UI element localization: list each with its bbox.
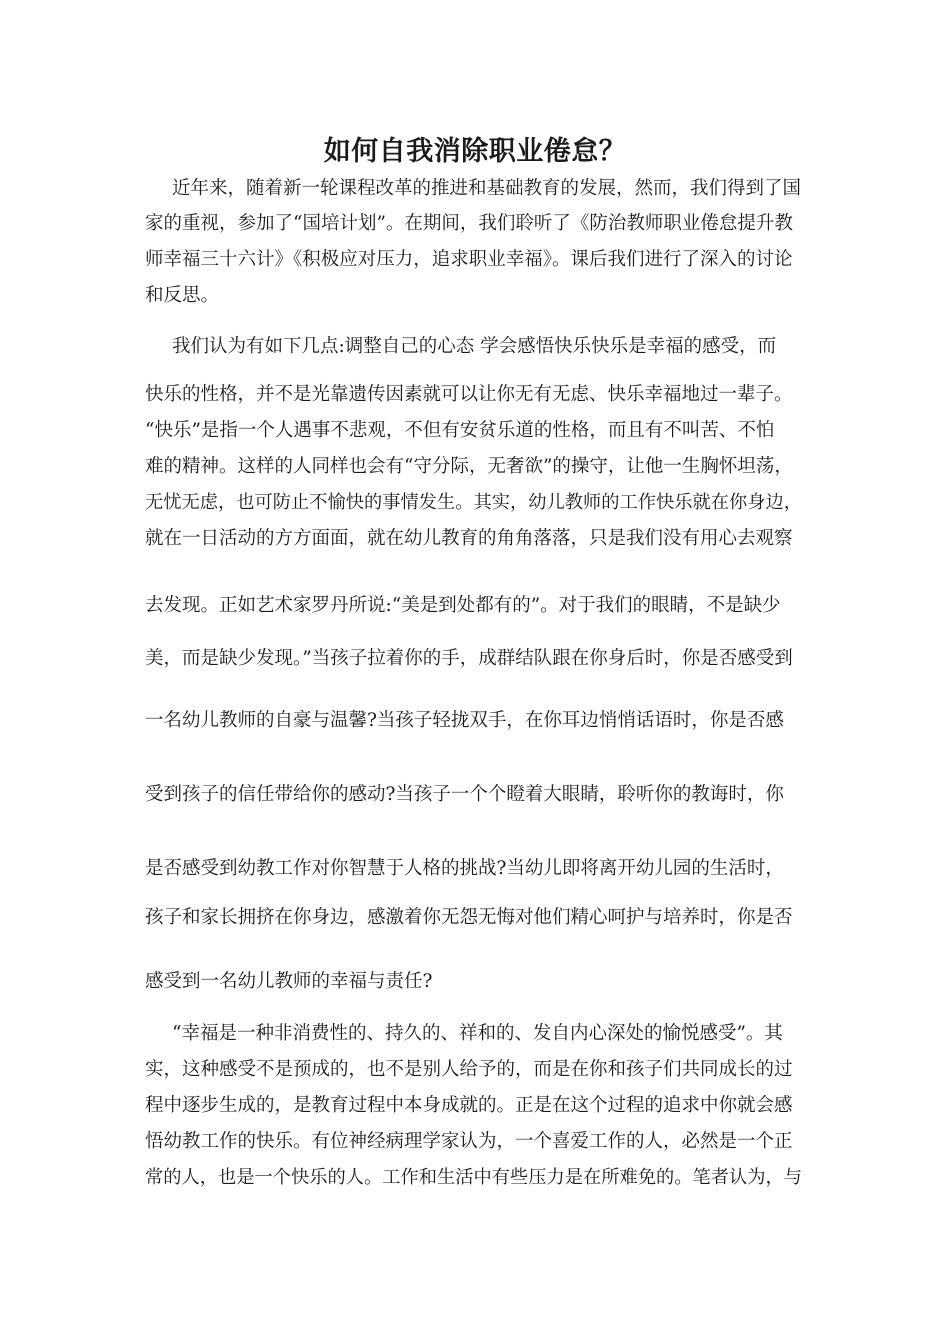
paragraph-line: 一名幼儿教师的自豪与温馨?当孩子轻拢双手，在你耳边悄悄话语时，你是否感 — [145, 710, 784, 731]
paragraph-line: 无忧无虑，也可防止不愉快的事情发生。其实，幼儿教师的工作快乐就在你身边， — [145, 492, 802, 513]
paragraph-line: 近年来，随着新一轮课程改革的推进和基础教育的发展，然而，我们得到了国 — [172, 178, 802, 199]
paragraph-line: 是否感受到幼教工作对你智慧于人格的挑战?当幼儿即将离开幼儿园的生活时， — [145, 858, 784, 879]
paragraph-line: 悟幼教工作的快乐。有位神经病理学家认为，一个喜爱工作的人，必然是一个正 — [145, 1131, 793, 1152]
paragraph-line: 就在一日活动的方方面面，就在幼儿教育的角角落落，只是我们没有用心去观察 — [145, 528, 793, 549]
paragraph-line: 美，而是缺少发现。”当孩子拉着你的手，成群结队跟在你身后时，你是否感受到 — [145, 648, 793, 669]
paragraph-line: “幸福是一种非消费性的、持久的、祥和的、发自内心深处的愉悦感受”。其 — [172, 1023, 783, 1044]
paragraph-line: 实，这种感受不是预成的，也不是别人给予的，而是在你和孩子们共同成长的过 — [145, 1059, 793, 1080]
paragraph-line: 受到孩子的信任带给你的感动?当孩子一个个瞪着大眼睛，聆听你的教诲时，你 — [145, 784, 784, 805]
document-title: 如何自我消除职业倦怠？ — [323, 136, 627, 167]
paragraph-line: 我们认为有如下几点:调整自己的心态 学会感悟快乐快乐是幸福的感受，而 — [172, 336, 777, 357]
paragraph-line: 家的重视，参加了“国培计划”。在期间，我们聆听了《防治教师职业倦怠提升教 — [145, 213, 793, 234]
paragraph-line: 常的人，也是一个快乐的人。工作和生活中有些压力是在所难免的。笔者认为，与 — [145, 1167, 802, 1188]
paragraph-line: 师幸福三十六计》《积极应对压力，追求职业幸福》。课后我们进行了深入的讨论 — [145, 249, 793, 270]
paragraph-line: 程中逐步生成的，是教育过程中本身成就的。正是在这个过程的追求中你就会感 — [145, 1095, 793, 1116]
paragraph-line: 感受到一名幼儿教师的幸福与责任? — [145, 971, 433, 992]
paragraph-line: 去发现。正如艺术家罗丹所说:“美是到处都有的”。对于我们的眼睛，不是缺少 — [145, 595, 781, 616]
paragraph-line: “快乐”是指一个人遇事不悲观，不但有安贫乐道的性格，而且有不叫苦、不怕 — [145, 420, 775, 441]
paragraph-line: 难的精神。这样的人同样也会有“守分际，无奢欲”的操守，让他一生胸怀坦荡， — [145, 456, 793, 477]
paragraph-line: 孩子和家长拥挤在你身边，感激着你无怨无悔对他们精心呵护与培养时，你是否 — [145, 907, 793, 928]
paragraph-line: 快乐的性格，并不是光靠遗传因素就可以让你无有无虑、快乐幸福地过一辈子。 — [145, 384, 793, 405]
paragraph-line: 和反思。 — [145, 285, 220, 306]
